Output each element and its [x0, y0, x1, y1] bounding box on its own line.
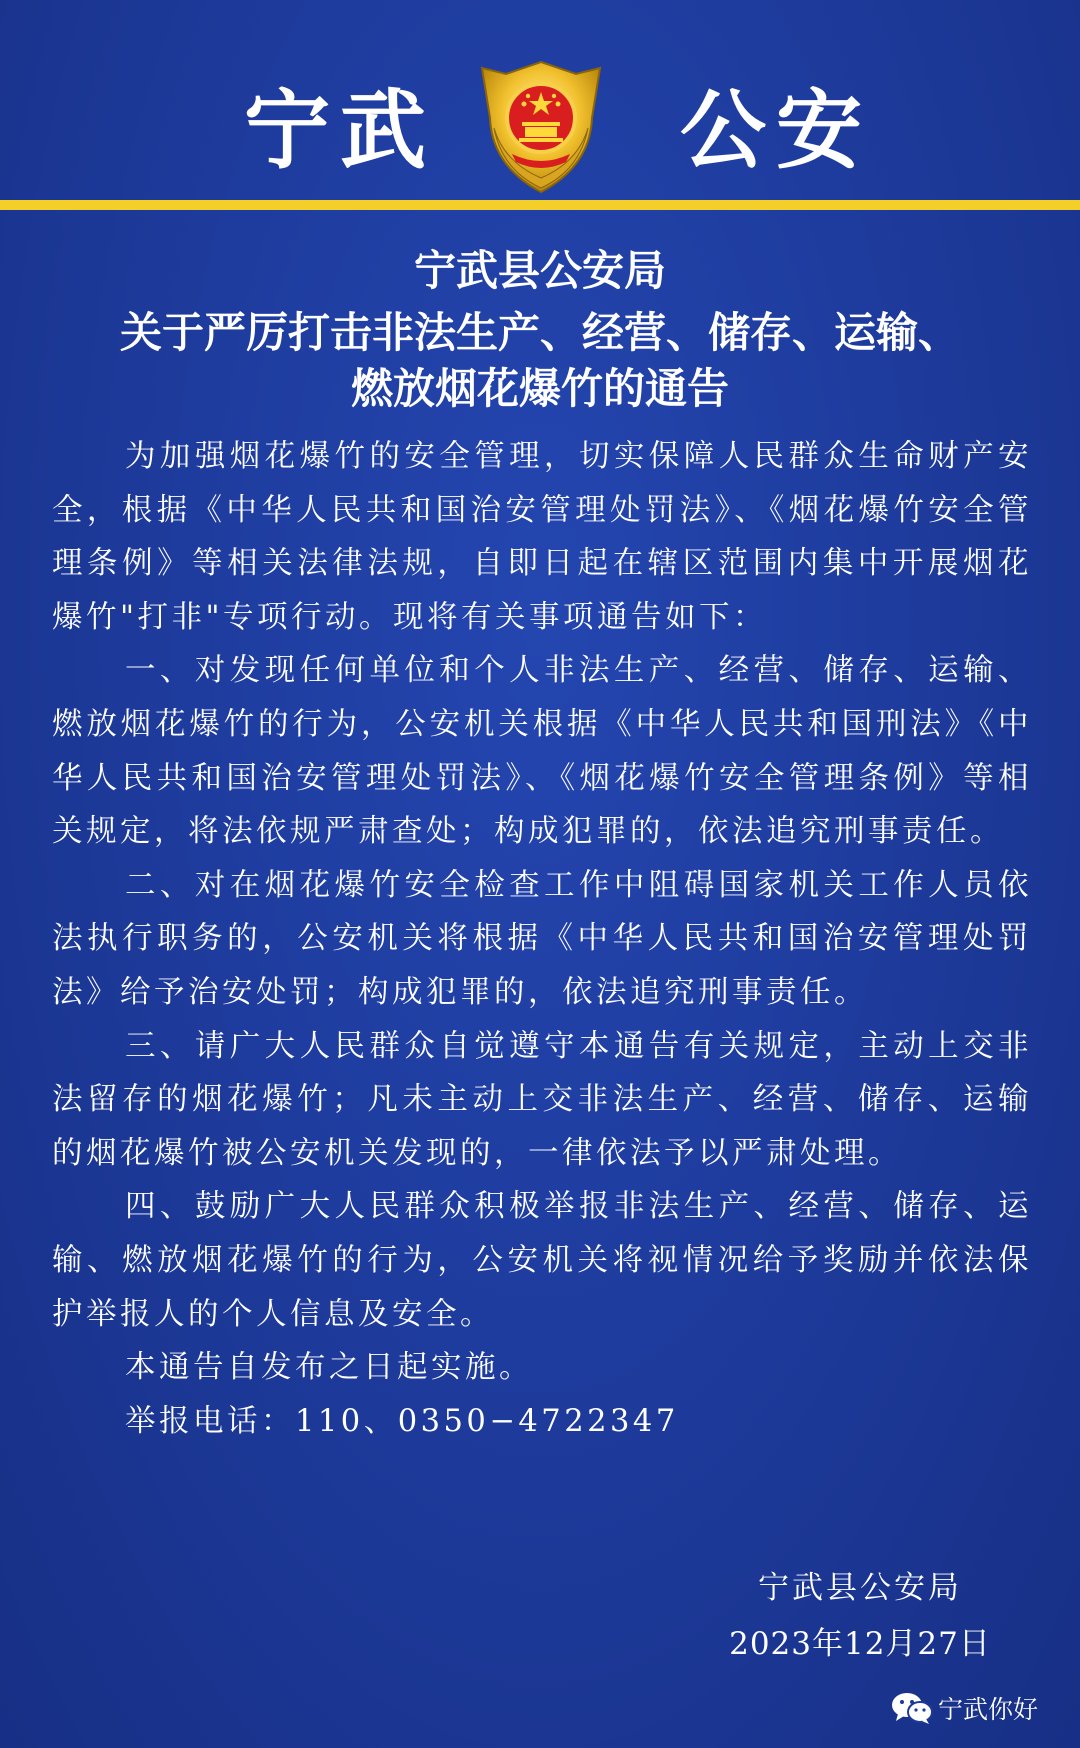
header-right-text: 公安: [680, 81, 872, 181]
notice-title-line-2: 关于严厉打击非法生产、经营、储存、运输、: [119, 308, 960, 357]
clause-3-paragraph: 三、请广大人民群众自觉遵守本通告有关规定，主动上交非法留存的烟花爆竹；凡未主动上交非法生产、经营、储存、运输的烟花爆竹被公安机关发现的，一律依法予以严肃处理。: [52, 1028, 1032, 1171]
hotline-paragraph: 举报电话：110、0350−4722347: [125, 1403, 679, 1439]
intro-paragraph: 为加强烟花爆竹的安全管理，切实保障人民群众生命财产安全，根据《中华人民共和国治安管理处罚法》、《烟花爆竹安全管理条例》等相关法律法规，自即日起在辖区范围内集中开展烟花爆竹"打非"专项行动。现将有关事项通告如下：: [52, 439, 1032, 635]
notice-body: [52, 430, 1032, 1448]
header-banner: [0, 0, 1080, 200]
source-watermark: [890, 1688, 1038, 1728]
clause-2-paragraph: 二、对在烟花爆竹安全检查工作中阻碍国家机关工作人员依法执行职务的，公安机关将根据《中华人民共和国治安管理处罚法》给予治安处罚；构成犯罪的，依法追究刑事责任。: [52, 867, 1032, 1010]
wechat-icon: [890, 1691, 934, 1725]
header-divider: [0, 200, 1080, 210]
watermark-text: 宁武你好: [938, 1695, 1039, 1724]
signature-date: 2023年12月27日: [729, 1626, 991, 1662]
header-left-text: 宁武: [244, 81, 436, 181]
notice-title-line-1: 宁武县公安局: [413, 246, 666, 295]
police-badge-icon: [472, 58, 610, 198]
clause-4-paragraph: 四、鼓励广大人民群众积极举报非法生产、经营、储存、运输、燃放烟花爆竹的行为，公安机关将视情况给予奖励并依法保护举报人的个人信息及安全。: [52, 1189, 1032, 1332]
effective-paragraph: 本通告自发布之日起实施。: [125, 1350, 533, 1386]
notice-title-line-3: 燃放烟花爆竹的通告: [350, 364, 729, 413]
clause-1-paragraph: 一、对发现任何单位和个人非法生产、经营、储存、运输、燃放烟花爆竹的行为，公安机关根据《中华人民共和国刑法》《中华人民共和国治安管理处罚法》、《烟花爆竹安全管理条例》等相关规定，将法依规严肃查处；构成犯罪的，依法追究刑事责任。: [52, 653, 1032, 850]
signature-organization: 宁武县公安局: [758, 1570, 962, 1606]
